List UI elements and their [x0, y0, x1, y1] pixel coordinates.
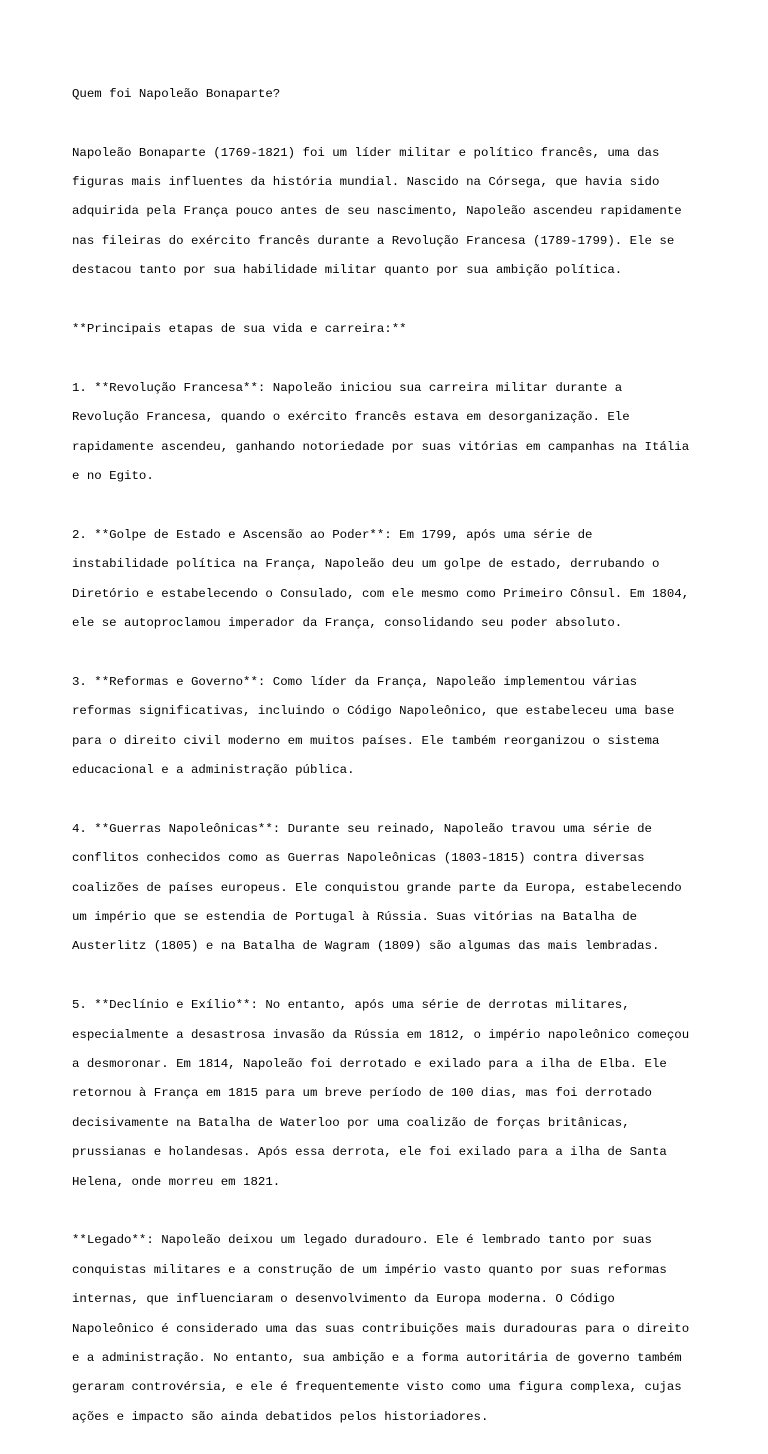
document-title — [72, 72, 702, 116]
text-line: especialmente a desastrosa invasão da Rússia em 1812, o império napoleônico começou — [72, 1027, 690, 1042]
text-line: Diretório e estabelecendo o Consulado, com ele mesmo como Primeiro Cônsul. Em 1804, — [72, 586, 690, 601]
text-line: prussianas e holandesas. Após essa derrota, ele foi exilado para a ilha de Santa — [72, 1145, 667, 1160]
legacy-paragraph — [72, 1219, 702, 1440]
text-line: Austerlitz (1805) e na Batalha de Wagram (1809) são algumas das mais lembradas. — [72, 939, 660, 954]
text-line: rapidamente ascendeu, ganhando notoriedade por suas vitórias em campanhas na Itália — [72, 439, 690, 454]
text-line: educacional e a administração pública. — [72, 762, 355, 777]
text-line: Revolução Francesa, quando o exército francês estava em desorganização. Ele — [72, 410, 630, 425]
item-revolucao-francesa — [72, 366, 702, 498]
title-line: Quem foi Napoleão Bonaparte? — [72, 86, 281, 101]
text-line: e a administração. No entanto, sua ambição e a forma autoritária de governo também — [72, 1351, 682, 1366]
text-line: 5. **Declínio e Exílio**: No entanto, após uma série de derrotas militares, — [72, 998, 630, 1013]
item-declinio-e-exilio — [72, 983, 702, 1204]
text-line: 2. **Golpe de Estado e Ascensão ao Poder**: Em 1799, após uma série de — [72, 527, 593, 542]
text-line: conquistas militares e a construção de um império vasto quanto por suas reformas — [72, 1262, 667, 1277]
section-heading — [72, 307, 702, 351]
text-line: 3. **Reformas e Governo**: Como líder da França, Napoleão implementou várias — [72, 674, 638, 689]
text-line: figuras mais influentes da história mundial. Nascido na Córsega, que havia sido — [72, 174, 660, 189]
text-line: a desmoronar. Em 1814, Napoleão foi derrotado e exilado para a ilha de Elba. Ele — [72, 1057, 667, 1071]
text-line: **Principais etapas de sua vida e carreira:** — [72, 321, 407, 336]
text-line: ações e impacto são ainda debatidos pelos historiadores. — [72, 1409, 489, 1424]
text-line: 4. **Guerras Napoleônicas**: Durante seu reinado, Napoleão travou uma série de — [72, 821, 652, 836]
text-line: geraram controvérsia, e ele é frequentemente visto como uma figura complexa, cujas — [72, 1380, 682, 1395]
text-line: um império que se estendia de Portugal à Rússia. Suas vitórias na Batalha de — [72, 909, 638, 924]
item-guerras-napoleonicas — [72, 807, 702, 969]
text-line: internas, que influenciaram o desenvolvimento da Europa moderna. O Código — [72, 1292, 615, 1307]
text-line: adquirida pela França pouco antes de seu nascimento, Napoleão ascendeu rapidamente — [72, 204, 682, 219]
document-page — [72, 72, 702, 1454]
item-golpe-de-estado — [72, 513, 702, 645]
text-line: **Legado**: Napoleão deixou um legado duradouro. Ele é lembrado tanto por suas — [72, 1233, 652, 1248]
text-line: Napoleão Bonaparte (1769-1821) foi um líder militar e político francês, uma das — [72, 145, 660, 160]
text-line: Helena, onde morreu em 1821. — [72, 1174, 281, 1189]
text-line: decisivamente na Batalha de Waterloo por uma coalizão de forças britânicas, — [72, 1115, 630, 1130]
intro-paragraph — [72, 131, 702, 293]
text-line: reformas significativas, incluindo o Código Napoleônico, que estabeleceu uma base — [72, 704, 675, 719]
text-line: e no Egito. — [72, 468, 154, 483]
text-line: destacou tanto por sua habilidade militar quanto por sua ambição política. — [72, 263, 623, 278]
text-line: 1. **Revolução Francesa**: Napoleão iniciou sua carreira militar durante a — [72, 380, 623, 395]
text-line: para o direito civil moderno em muitos países. Ele também reorganizou o sistema — [72, 733, 660, 748]
item-reformas-e-governo — [72, 660, 702, 792]
text-line: coalizões de países europeus. Ele conquistou grande parte da Europa, estabelecendo — [72, 880, 682, 895]
text-line: conflitos conhecidos como as Guerras Napoleônicas (1803-1815) contra diversas — [72, 851, 645, 866]
text-line: ele se autoproclamou imperador da França, consolidando seu poder absoluto. — [72, 615, 623, 630]
text-line: nas fileiras do exército francês durante a Revolução Francesa (1789-1799). Ele se — [72, 233, 675, 248]
text-line: retornou à França em 1815 para um breve período de 100 dias, mas foi derrotado — [72, 1086, 652, 1101]
text-line: instabilidade política na França, Napoleão deu um golpe de estado, derrubando o — [72, 557, 660, 572]
text-line: Napoleônico é considerado uma das suas contribuições mais duradouras para o direito — [72, 1321, 690, 1336]
